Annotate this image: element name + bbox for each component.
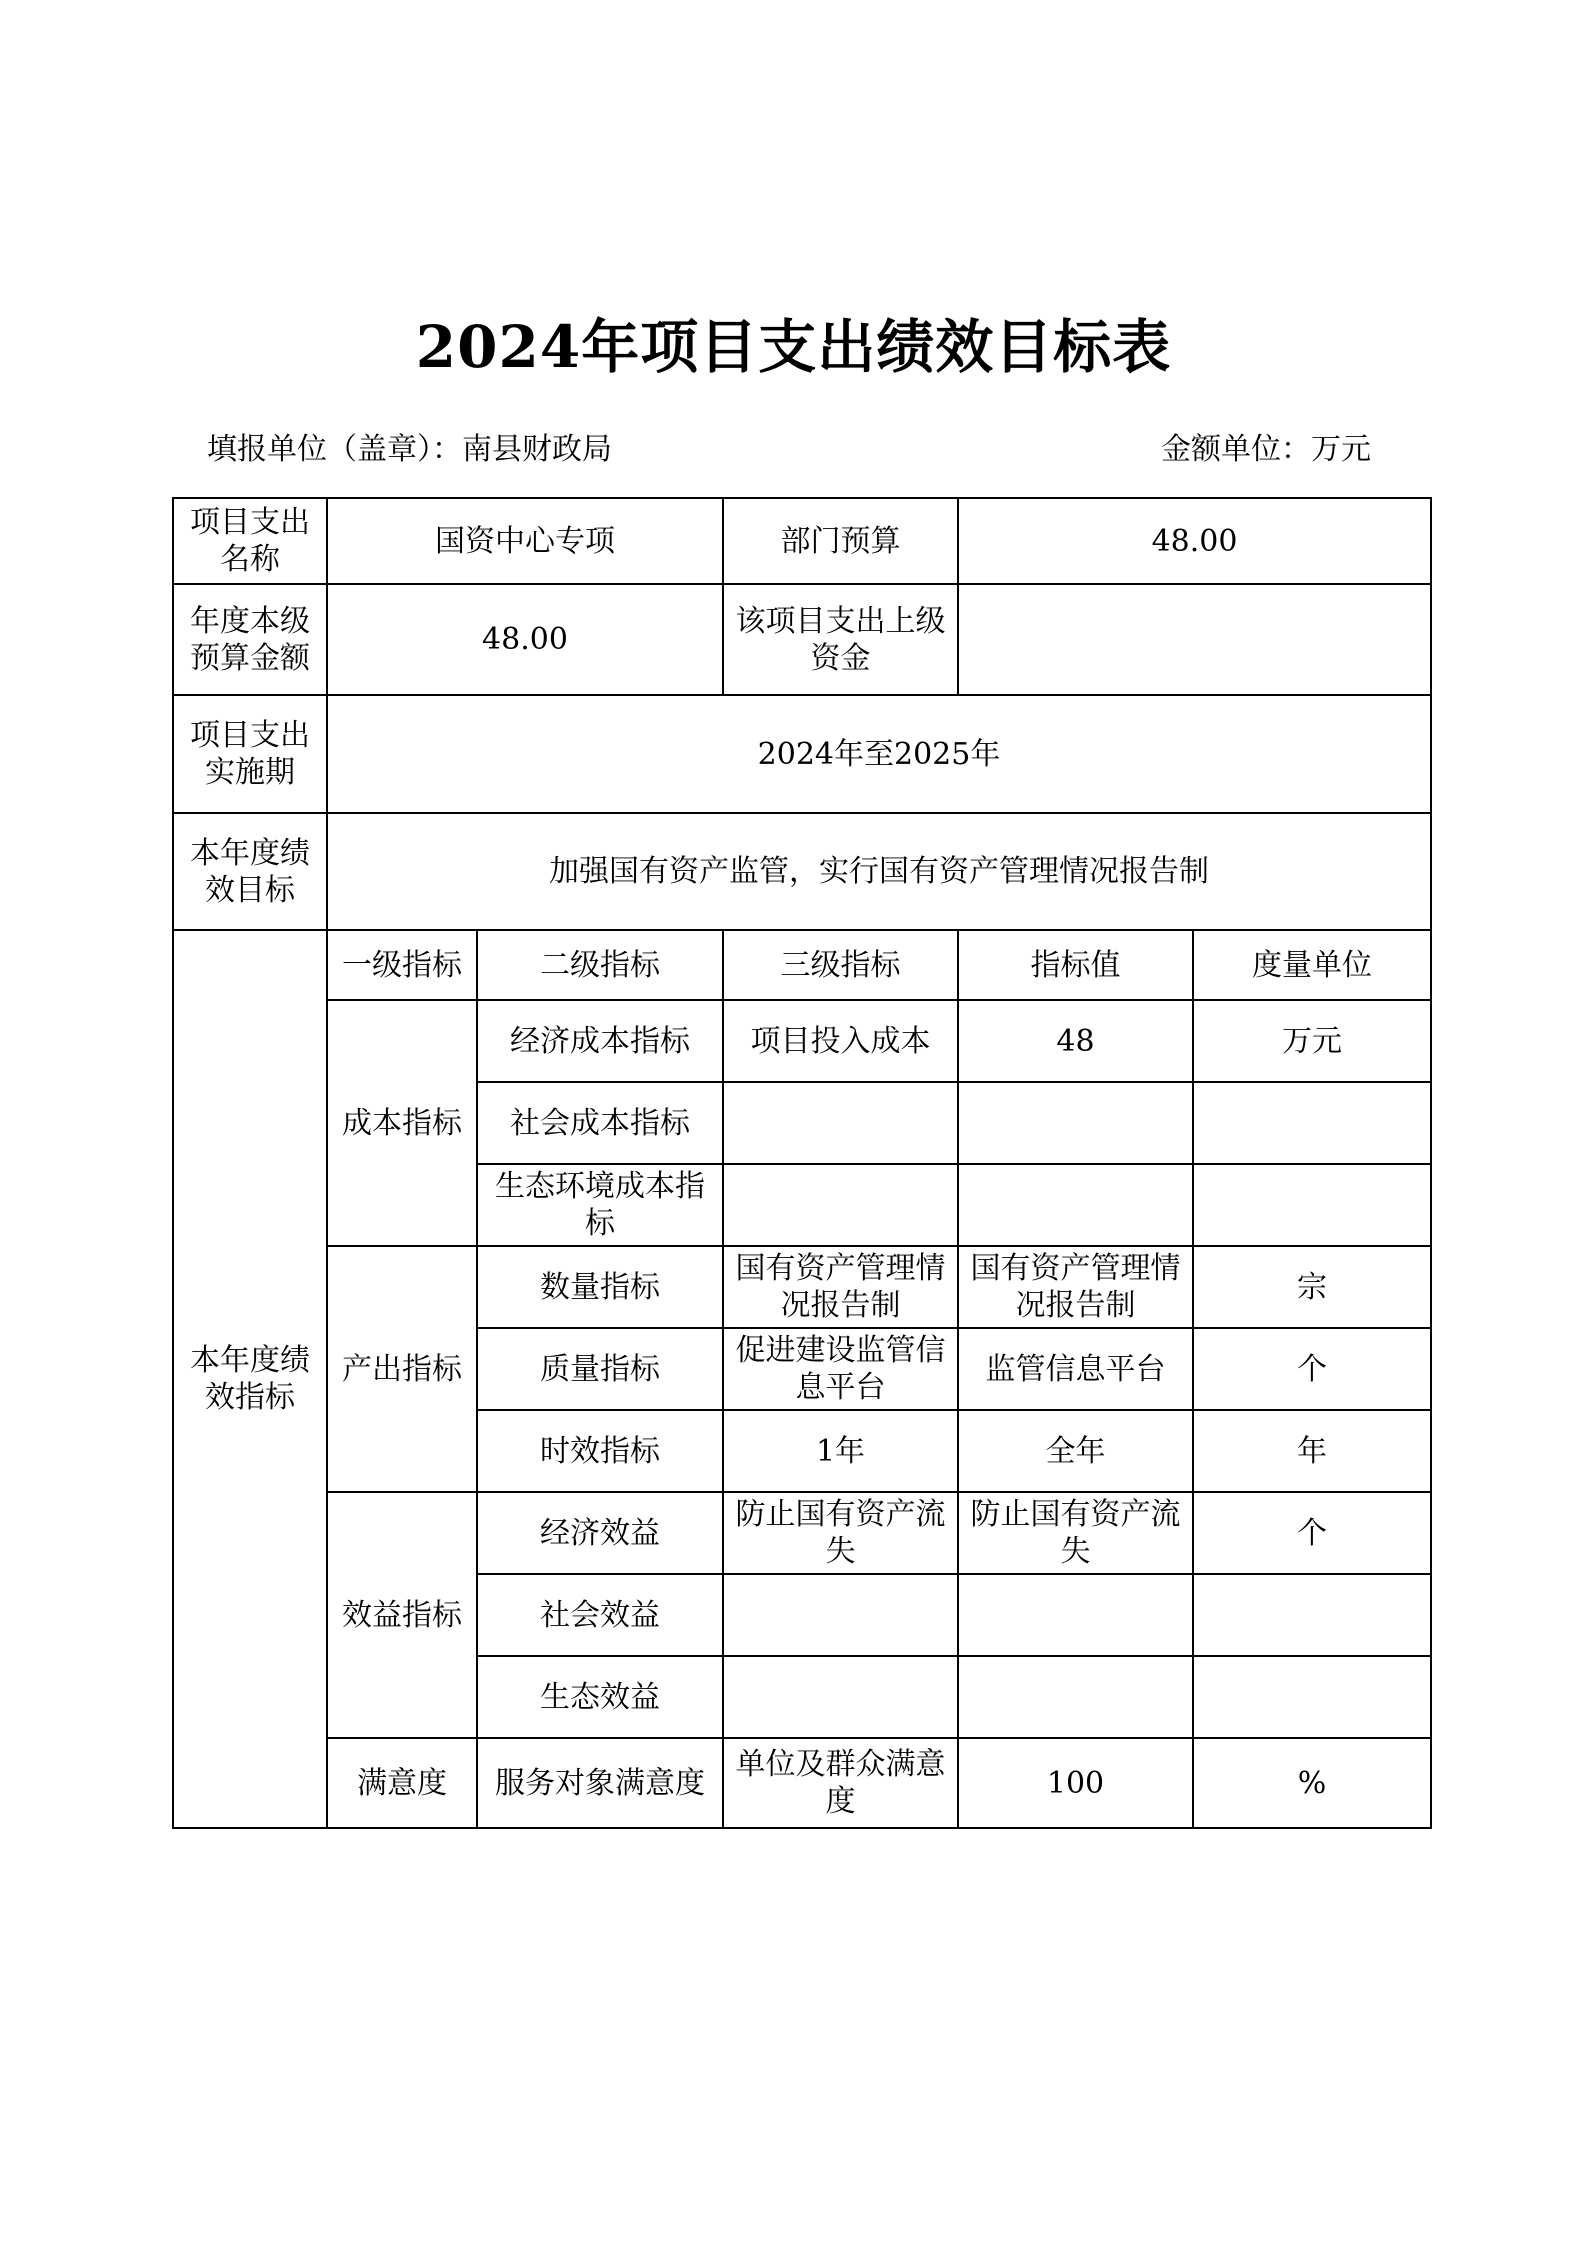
annual-budget: 48.00: [327, 584, 723, 695]
value-cell: 48: [958, 1000, 1193, 1082]
level3-cell: 单位及群众满意度: [723, 1738, 958, 1828]
period: 2024年至2025年: [327, 695, 1431, 813]
value-cell: [958, 1082, 1193, 1164]
value-cell: [958, 1656, 1193, 1738]
level3-cell: [723, 1656, 958, 1738]
header-level2: 二级指标: [477, 930, 723, 1000]
unit-cell: [1193, 1082, 1431, 1164]
unit-cell: 个: [1193, 1328, 1431, 1410]
dept-budget-label: 部门预算: [723, 498, 958, 584]
page-title: 2024年项目支出绩效目标表: [415, 313, 1172, 381]
level3-cell: 促进建设监管信息平台: [723, 1328, 958, 1410]
level3-cell: [723, 1574, 958, 1656]
unit-cell: [1193, 1574, 1431, 1656]
level2-cell: 时效指标: [477, 1410, 723, 1492]
level2-cell: 生态环境成本指标: [477, 1164, 723, 1246]
value-cell: 全年: [958, 1410, 1193, 1492]
level1-output: 产出指标: [327, 1246, 477, 1492]
level2-cell: 服务对象满意度: [477, 1738, 723, 1828]
upper-funds-label: 该项目支出上级资金: [723, 584, 958, 695]
project-name-label: 项目支出名称: [173, 498, 327, 584]
period-label: 项目支出实施期: [173, 695, 327, 813]
value-cell: [958, 1164, 1193, 1246]
fill-unit: 填报单位（盖章）：南县财政局: [207, 432, 612, 467]
value-cell: [958, 1574, 1193, 1656]
unit-cell: %: [1193, 1738, 1431, 1828]
unit-cell: 宗: [1193, 1246, 1431, 1328]
unit-cell: [1193, 1656, 1431, 1738]
level3-cell: [723, 1164, 958, 1246]
level2-cell: 经济成本指标: [477, 1000, 723, 1082]
level2-cell: 数量指标: [477, 1246, 723, 1328]
indicators-section-label: 本年度绩效指标: [173, 930, 327, 1828]
level2-cell: 质量指标: [477, 1328, 723, 1410]
level3-cell: 1年: [723, 1410, 958, 1492]
unit-cell: [1193, 1164, 1431, 1246]
value-cell: 国有资产管理情况报告制: [958, 1246, 1193, 1328]
amount-unit: 金额单位：万元: [1161, 432, 1371, 467]
level2-cell: 社会效益: [477, 1574, 723, 1656]
value-cell: 监管信息平台: [958, 1328, 1193, 1410]
upper-funds: [958, 584, 1431, 695]
annual-budget-label: 年度本级预算金额: [173, 584, 327, 695]
unit-cell: 个: [1193, 1492, 1431, 1574]
level3-cell: 国有资产管理情况报告制: [723, 1246, 958, 1328]
header-level3: 三级指标: [723, 930, 958, 1000]
unit-cell: 年: [1193, 1410, 1431, 1492]
header-unit: 度量单位: [1193, 930, 1431, 1000]
level2-cell: 社会成本指标: [477, 1082, 723, 1164]
unit-cell: 万元: [1193, 1000, 1431, 1082]
level3-cell: 防止国有资产流失: [723, 1492, 958, 1574]
goal-label: 本年度绩效目标: [173, 813, 327, 930]
value-cell: 100: [958, 1738, 1193, 1828]
dept-budget: 48.00: [958, 498, 1431, 584]
performance-table: [172, 497, 1432, 1829]
level3-cell: [723, 1082, 958, 1164]
header-value: 指标值: [958, 930, 1193, 1000]
project-name: 国资中心专项: [327, 498, 723, 584]
level1-satisfaction: 满意度: [327, 1738, 477, 1828]
level1-cost: 成本指标: [327, 1000, 477, 1246]
level2-cell: 生态效益: [477, 1656, 723, 1738]
level1-benefit: 效益指标: [327, 1492, 477, 1738]
goal: 加强国有资产监管，实行国有资产管理情况报告制: [327, 813, 1431, 930]
level3-cell: 项目投入成本: [723, 1000, 958, 1082]
level2-cell: 经济效益: [477, 1492, 723, 1574]
header-level1: 一级指标: [327, 930, 477, 1000]
value-cell: 防止国有资产流失: [958, 1492, 1193, 1574]
